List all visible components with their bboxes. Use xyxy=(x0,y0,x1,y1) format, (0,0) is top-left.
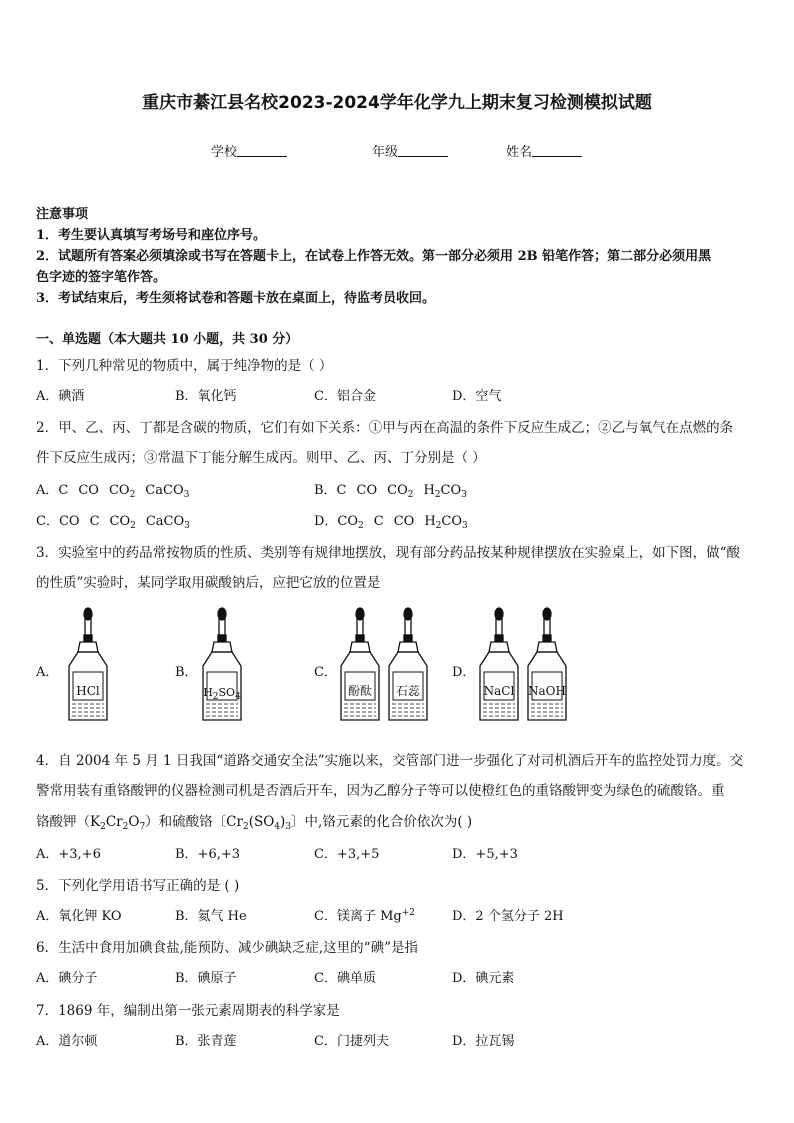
notice-item: 1．考生要认真填写考场号和座位序号。 xyxy=(36,228,267,243)
school-label: 学校 xyxy=(211,145,238,160)
reagent-bottle-icon xyxy=(524,606,570,726)
grade-label: 年级 xyxy=(372,145,399,160)
bottle-h2so4[interactable] xyxy=(199,606,245,726)
bottle-phenolphthalein[interactable] xyxy=(337,606,383,726)
notice-item: 2．试题所有答案必须填涂或书写在答题卡上，在试卷上作答无效。第一部分必须用 2B 铅笔作答；第二部分必须用黑 xyxy=(36,249,712,264)
question-4-stem-formulas: 铬酸钾$(K_2Cr_2O_7)$和硫酸铬〔$Cr_2(SO_4)_3$〕中,铬元素的化合价依次为( ) xyxy=(36,814,473,832)
q7-option-c[interactable]: C．门捷列夫 xyxy=(314,1034,389,1049)
bottle-label: 石蕊 xyxy=(395,684,420,698)
q1-option-b[interactable]: B．氧化钙 xyxy=(175,389,237,404)
bottle-label: NaOH xyxy=(528,684,566,698)
bottle-nacl[interactable] xyxy=(476,606,522,726)
bottle-label: HCl xyxy=(76,684,100,698)
q7-option-b[interactable]: B．张青莲 xyxy=(175,1034,237,1049)
school-blank[interactable] xyxy=(237,144,287,157)
q5-option-b[interactable]: B．氦气 He xyxy=(175,909,247,924)
question-2-stem-cont: 件下反应生成丙；③常温下丁能分解生成丙。则甲、乙、丙、丁分别是（ ） xyxy=(36,450,486,466)
q6-option-a[interactable]: A．碘分子 xyxy=(36,971,98,986)
page-title: 重庆市綦江县名校2023-2024学年化学九上期末复习检测模拟试题 xyxy=(142,93,652,113)
notice-item: 3．考试结束后，考生须将试卷和答题卡放在桌面上，待监考员收回。 xyxy=(36,291,436,306)
q1-option-a[interactable]: A．碘酒 xyxy=(36,389,85,404)
q3-option-d-label[interactable]: D． xyxy=(452,665,476,680)
q2-option-a[interactable]: A．C CO $CO_2$ CaCO$_3$ xyxy=(36,483,190,500)
q2-option-c[interactable]: C．CO C $CO_2$ CaCO$_3$ xyxy=(36,514,190,531)
q7-option-a[interactable]: A．道尔顿 xyxy=(36,1034,98,1049)
q2-option-d[interactable]: D．$CO_2$ C CO $H_2CO_3$ xyxy=(314,514,468,531)
bottle-label: NaCl xyxy=(483,684,515,698)
q4-option-b[interactable]: B．+6,+3 xyxy=(175,847,241,862)
question-3-stem-cont: 的性质”实验时，某同学取用碳酸钠后，应把它放的位置是 xyxy=(36,575,381,591)
notice-item: 色字迹的签字笔作答。 xyxy=(36,270,167,285)
section-heading: 一、单选题（本大题共 10 小题，共 30 分） xyxy=(36,332,299,347)
q3-option-b-label[interactable]: B． xyxy=(175,665,198,680)
question-2-stem: 2．甲、乙、丙、丁都是含碳的物质，它们有如下关系：①甲与丙在高温的条件下反应生成乙；②乙与氧气在点燃的条 xyxy=(36,420,734,436)
school-field[interactable] xyxy=(211,141,287,160)
name-blank[interactable] xyxy=(532,144,582,157)
q5-option-a[interactable]: A．氧化钾 KO xyxy=(36,909,122,924)
q7-option-d[interactable]: D．拉瓦锡 xyxy=(452,1034,515,1049)
grade-blank[interactable] xyxy=(398,144,448,157)
q4-option-a[interactable]: A．+3,+6 xyxy=(36,847,101,862)
notice-heading: 注意事项 xyxy=(36,207,89,222)
reagent-bottle-icon xyxy=(476,606,522,726)
q5-option-d[interactable]: D．2 个氢分子 2H xyxy=(452,909,564,924)
reagent-bottle-icon xyxy=(337,606,383,726)
bottle-naoh[interactable] xyxy=(524,606,570,726)
bottle-hcl[interactable] xyxy=(65,606,111,726)
q1-option-c[interactable]: C．铝合金 xyxy=(314,389,376,404)
bottle-label: $H_2SO_4$ xyxy=(203,686,241,702)
q3-option-c-label[interactable]: C． xyxy=(314,665,337,680)
question-7-stem: 7．1869 年，编制出第一张元素周期表的科学家是 xyxy=(36,1003,340,1019)
bottle-litmus[interactable] xyxy=(385,606,431,726)
reagent-bottle-icon xyxy=(65,606,111,726)
question-4-stem-cont: 警常用装有重铬酸钾的仪器检测司机是否酒后开车，因为乙醇分子等可以使橙红色的重铬酸钾变为绿色的硫酸铬。重 xyxy=(36,783,725,799)
name-field[interactable] xyxy=(506,141,582,160)
q6-option-b[interactable]: B．碘原子 xyxy=(175,971,237,986)
q5-option-c[interactable]: C．镁离子 $Mg^{+2}$ xyxy=(314,908,415,924)
reagent-bottle-icon xyxy=(199,606,245,726)
q4-option-d[interactable]: D．+5,+3 xyxy=(452,847,518,862)
reagent-bottle-icon xyxy=(385,606,431,726)
q4-option-c[interactable]: C．+3,+5 xyxy=(314,847,380,862)
q2-option-b[interactable]: B．C CO $CO_2$ $H_2CO_3$ xyxy=(314,483,467,500)
grade-field[interactable] xyxy=(372,141,448,160)
q6-option-d[interactable]: D．碘元素 xyxy=(452,971,515,986)
q6-option-c[interactable]: C．碘单质 xyxy=(314,971,376,986)
question-6-stem: 6．生活中食用加碘食盐,能预防、减少碘缺乏症,这里的“碘”是指 xyxy=(36,940,418,956)
question-4-stem: 4．自 2004 年 5 月 1 日我国“道路交通安全法”实施以来，交管部门进一步强化了对司机酒后开车的监控处罚力度。交 xyxy=(36,753,744,769)
question-3-stem: 3．实验室中的药品常按物质的性质、类别等有规律地摆放，现有部分药品按某种规律摆放在实验桌上，如下图，做“酸 xyxy=(36,545,740,561)
q3-option-a-label[interactable]: A． xyxy=(36,665,59,680)
question-5-stem: 5．下列化学用语书写正确的是 ( ) xyxy=(36,878,240,894)
question-1-stem: 1．下列几种常见的物质中，属于纯净物的是（ ） xyxy=(36,358,333,374)
bottle-label: 酚酞 xyxy=(347,684,372,698)
name-label: 姓名 xyxy=(506,145,533,160)
q1-option-d[interactable]: D．空气 xyxy=(452,389,502,404)
